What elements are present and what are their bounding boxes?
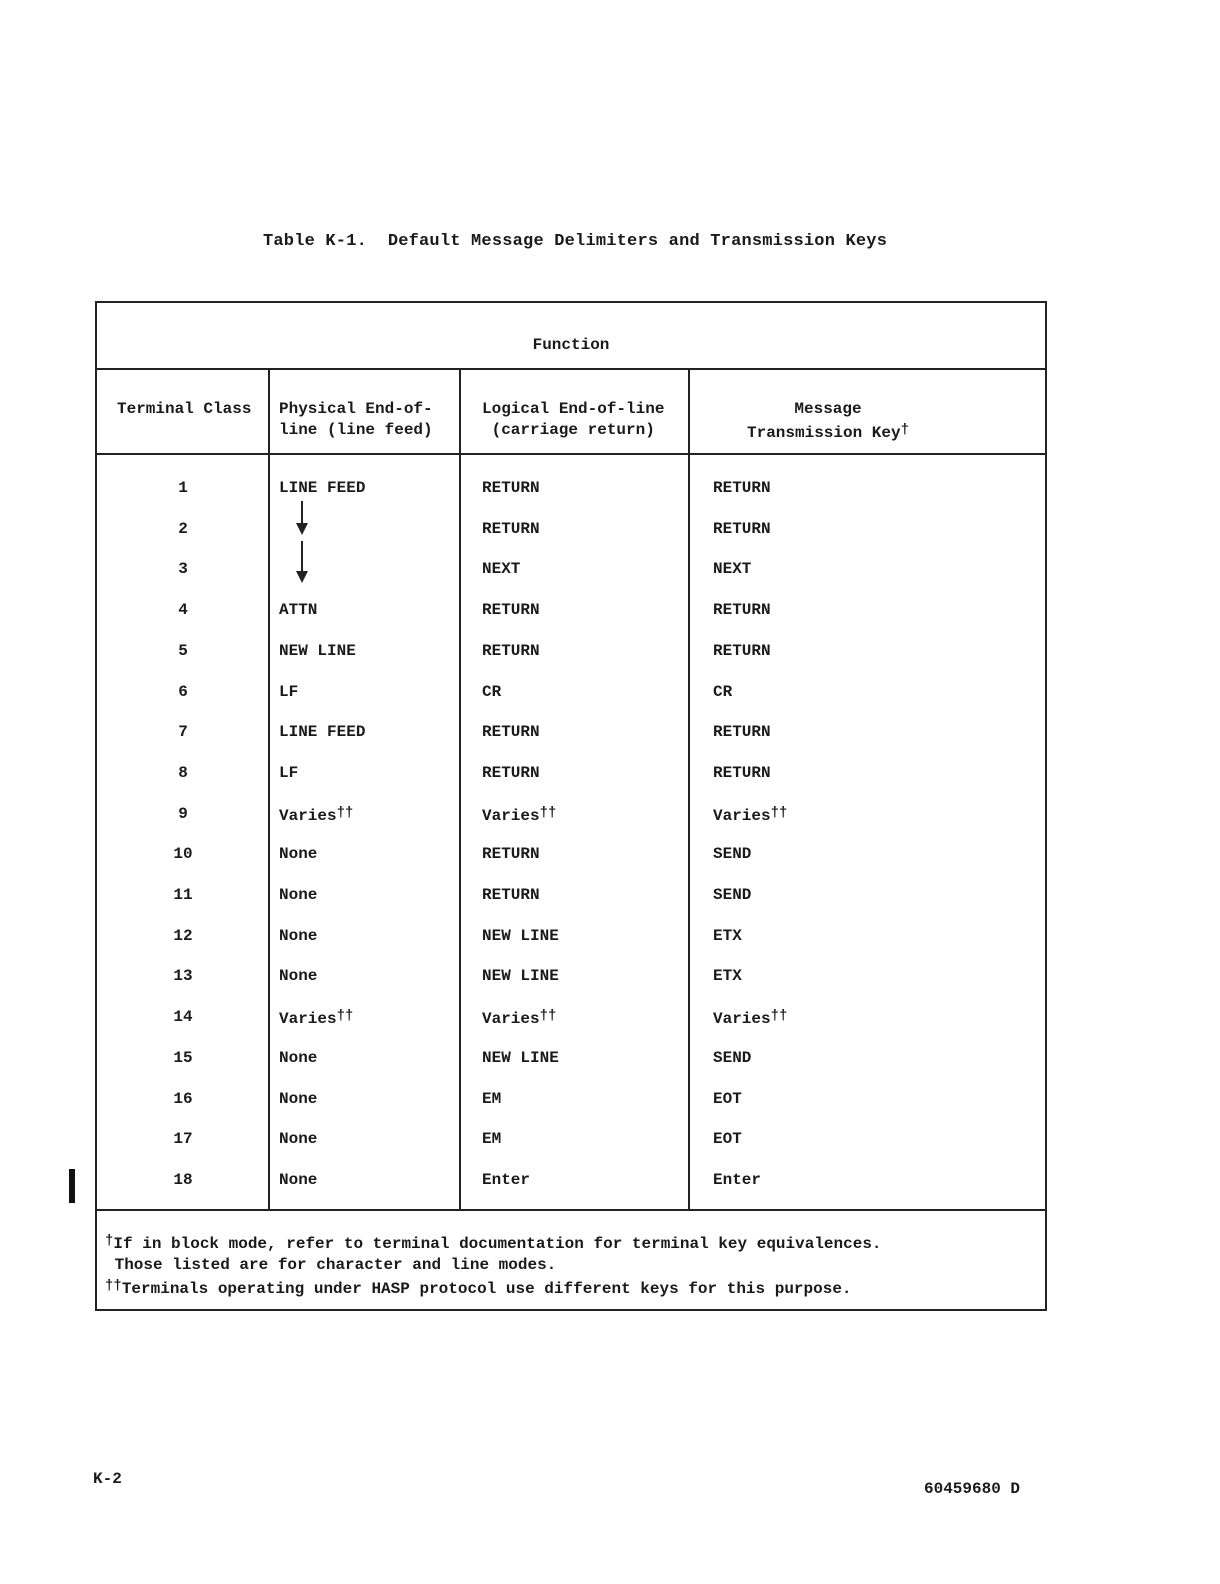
physical-eol-cell-text: NEW LINE (279, 642, 356, 660)
terminal-class-cell (97, 723, 269, 741)
terminal-class-cell-text: 3 (178, 560, 188, 578)
change-bar (69, 1169, 75, 1203)
terminal-class-cell-text: 9 (178, 805, 188, 823)
physical-eol-cell-text: LINE FEED (279, 479, 366, 497)
transmission-key-cell (713, 805, 787, 825)
physical-eol-cell (279, 683, 298, 701)
physical-eol-cell (279, 601, 317, 619)
terminal-class-cell (97, 764, 269, 782)
logical-eol-cell (482, 845, 540, 863)
transmission-key-cell-text: RETURN (713, 479, 771, 497)
terminal-class-cell (97, 805, 269, 823)
terminal-class-cell-text: 17 (173, 1130, 193, 1148)
terminal-class-cell (97, 1130, 269, 1148)
terminal-class-cell (97, 601, 269, 619)
physical-eol-cell (279, 1171, 317, 1189)
logical-eol-cell (482, 1049, 559, 1067)
logical-eol-cell (482, 805, 556, 825)
logical-eol-cell (482, 520, 540, 538)
terminal-class-cell (97, 967, 269, 985)
physical-eol-cell-text: None (279, 845, 318, 863)
logical-eol-cell-text: NEW LINE (482, 1049, 559, 1067)
logical-eol-cell (482, 479, 540, 497)
logical-eol-cell-text: CR (482, 683, 502, 701)
double-dagger-mark: †† (539, 805, 557, 821)
logical-eol-cell-text: Varies (482, 1010, 540, 1028)
logical-eol-cell-text: RETURN (482, 845, 540, 863)
transmission-key-cell-text: Varies (713, 807, 771, 825)
physical-eol-cell-text: None (279, 1171, 318, 1189)
column-divider-3 (688, 369, 690, 1209)
logical-eol-cell (482, 683, 501, 701)
transmission-key-cell-text: RETURN (713, 601, 771, 619)
physical-eol-cell-text: None (279, 927, 318, 945)
physical-eol-cell (279, 1130, 317, 1148)
logical-eol-cell-text: RETURN (482, 764, 540, 782)
logical-eol-cell (482, 601, 540, 619)
logical-eol-cell (482, 723, 540, 741)
logical-eol-cell-text: Varies (482, 807, 540, 825)
transmission-key-cell (713, 601, 771, 619)
transmission-key-cell-text: RETURN (713, 520, 771, 538)
terminal-class-cell-text: 5 (178, 642, 188, 660)
transmission-key-cell (713, 520, 771, 538)
physical-eol-cell-text: Varies (279, 1010, 337, 1028)
page-number: K-2 (93, 1470, 122, 1488)
transmission-key-cell (713, 764, 771, 782)
note-line-1: If in block mode, refer to terminal documentation for terminal key equivalences. (113, 1235, 882, 1253)
double-dagger-mark: †† (539, 1008, 557, 1024)
transmission-key-cell (713, 845, 751, 863)
transmission-key-cell (713, 683, 732, 701)
transmission-key-cell-text: EOT (713, 1090, 742, 1108)
transmission-key-cell-text: SEND (713, 886, 752, 904)
terminal-class-cell-text: 6 (178, 683, 188, 701)
dagger-mark: † (900, 422, 910, 438)
column-header-divider (97, 453, 1045, 455)
transmission-key-cell (713, 723, 771, 741)
double-dagger-mark: †† (770, 1008, 788, 1024)
physical-eol-cell (279, 805, 353, 825)
col-header-logical: Logical End-of-line (carriage return) (482, 400, 665, 439)
physical-eol-cell-text: LF (279, 764, 299, 782)
logical-eol-cell-text: RETURN (482, 479, 540, 497)
logical-eol-cell (482, 1130, 501, 1148)
dagger-mark: † (105, 1233, 114, 1249)
transmission-key-cell (713, 886, 751, 904)
logical-eol-cell-text: EM (482, 1130, 502, 1148)
transmission-key-cell (713, 642, 771, 660)
transmission-key-cell-text: Varies (713, 1010, 771, 1028)
table-title: Table K-1. Default Message Delimiters and Transmission Keys (263, 232, 888, 251)
logical-eol-cell (482, 927, 559, 945)
logical-eol-cell (482, 967, 559, 985)
terminal-class-cell-text: 1 (178, 479, 188, 497)
transmission-key-cell (713, 927, 742, 945)
transmission-key-cell-text: CR (713, 683, 733, 701)
terminal-class-cell-text: 13 (173, 967, 193, 985)
terminal-class-cell (97, 683, 269, 701)
transmission-key-cell (713, 1049, 751, 1067)
physical-eol-cell (279, 886, 317, 904)
transmission-key-cell-text: ETX (713, 927, 742, 945)
terminal-class-cell-text: 4 (178, 601, 188, 619)
double-dagger-mark: †† (105, 1278, 122, 1294)
transmission-key-cell (713, 967, 742, 985)
terminal-class-cell-text: 11 (173, 886, 193, 904)
terminal-class-cell (97, 642, 269, 660)
terminal-class-cell-text: 14 (173, 1008, 193, 1026)
terminal-class-cell (97, 560, 269, 578)
transmission-key-cell (713, 1090, 742, 1108)
logical-eol-cell (482, 1171, 530, 1189)
physical-eol-cell-text: Varies (279, 807, 337, 825)
notes-divider (97, 1209, 1045, 1211)
terminal-class-cell-text: 10 (173, 845, 193, 863)
terminal-class-cell (97, 479, 269, 497)
transmission-key-cell (713, 1008, 787, 1028)
col-header-terminal-class: Terminal Class (117, 400, 252, 418)
function-header: Function (532, 336, 610, 354)
logical-eol-cell-text: RETURN (482, 520, 540, 538)
logical-eol-cell-text: RETURN (482, 642, 540, 660)
transmission-key-cell-text: RETURN (713, 642, 771, 660)
terminal-class-cell (97, 927, 269, 945)
logical-eol-cell-text: NEXT (482, 560, 521, 578)
double-dagger-mark: †† (336, 1008, 354, 1024)
note-line-2: Those listed are for character and line modes. (105, 1256, 557, 1274)
transmission-key-cell (713, 560, 751, 578)
document-number: 60459680 D (924, 1480, 1021, 1498)
transmission-key-cell-text: EOT (713, 1130, 742, 1148)
terminal-class-cell-text: 16 (173, 1090, 193, 1108)
logical-eol-cell-text: RETURN (482, 723, 540, 741)
terminal-class-cell (97, 520, 269, 538)
logical-eol-cell-text: NEW LINE (482, 927, 559, 945)
physical-eol-cell-text: None (279, 1130, 318, 1148)
header-divider (97, 368, 1045, 370)
terminal-class-cell-text: 12 (173, 927, 193, 945)
physical-eol-cell-text: None (279, 1090, 318, 1108)
physical-eol-cell (279, 764, 298, 782)
physical-eol-cell-text: None (279, 1049, 318, 1067)
transmission-key-cell-text: NEXT (713, 560, 752, 578)
physical-eol-cell (279, 927, 317, 945)
logical-eol-cell-text: RETURN (482, 601, 540, 619)
transmission-key-cell-text: RETURN (713, 764, 771, 782)
terminal-class-cell (97, 845, 269, 863)
logical-eol-cell-text: Enter (482, 1171, 531, 1189)
column-divider-2 (459, 369, 461, 1209)
logical-eol-cell (482, 1090, 501, 1108)
physical-eol-cell (279, 1049, 317, 1067)
double-dagger-mark: †† (770, 805, 788, 821)
transmission-key-cell (713, 479, 771, 497)
logical-eol-cell (482, 764, 540, 782)
logical-eol-cell (482, 642, 540, 660)
physical-eol-cell-text: None (279, 967, 318, 985)
logical-eol-cell-text: NEW LINE (482, 967, 559, 985)
logical-eol-cell-text: RETURN (482, 886, 540, 904)
terminal-class-cell (97, 1049, 269, 1067)
double-dagger-mark: †† (336, 805, 354, 821)
physical-eol-cell (279, 845, 317, 863)
transmission-key-cell-text: SEND (713, 1049, 752, 1067)
physical-eol-cell (279, 723, 365, 741)
physical-eol-cell (279, 642, 356, 660)
transmission-key-cell (713, 1171, 761, 1189)
terminal-class-cell-text: 7 (178, 723, 188, 741)
terminal-class-cell-text: 15 (173, 1049, 193, 1067)
terminal-class-cell (97, 1090, 269, 1108)
logical-eol-cell (482, 886, 540, 904)
physical-eol-cell-text: ATTN (279, 601, 318, 619)
terminal-class-cell (97, 886, 269, 904)
physical-eol-cell (279, 1008, 353, 1028)
col-header-message: Message Transmission Key† (746, 400, 910, 442)
terminal-class-cell (97, 1008, 269, 1026)
logical-eol-cell-text: EM (482, 1090, 502, 1108)
physical-eol-cell-text: LF (279, 683, 299, 701)
transmission-key-cell-text: ETX (713, 967, 742, 985)
transmission-key-cell-text: SEND (713, 845, 752, 863)
table-notes (105, 1231, 882, 1300)
col-header-physical: Physical End-of- line (line feed) (279, 400, 433, 439)
logical-eol-cell (482, 1008, 556, 1028)
terminal-class-cell (97, 1171, 269, 1189)
terminal-class-cell-text: 18 (173, 1171, 193, 1189)
physical-eol-cell (279, 479, 365, 497)
note-line-3: Terminals operating under HASP protocol use different keys for this purpose. (121, 1280, 852, 1298)
terminal-class-cell-text: 2 (178, 520, 188, 538)
physical-eol-cell-text: LINE FEED (279, 723, 366, 741)
transmission-key-cell-text: Enter (713, 1171, 762, 1189)
physical-eol-cell-text: None (279, 886, 318, 904)
transmission-key-cell (713, 1130, 742, 1148)
transmission-key-cell-text: RETURN (713, 723, 771, 741)
logical-eol-cell (482, 560, 520, 578)
physical-eol-cell (279, 1090, 317, 1108)
physical-eol-cell (279, 967, 317, 985)
terminal-class-cell-text: 8 (178, 764, 188, 782)
delimiters-table (95, 301, 1047, 1311)
